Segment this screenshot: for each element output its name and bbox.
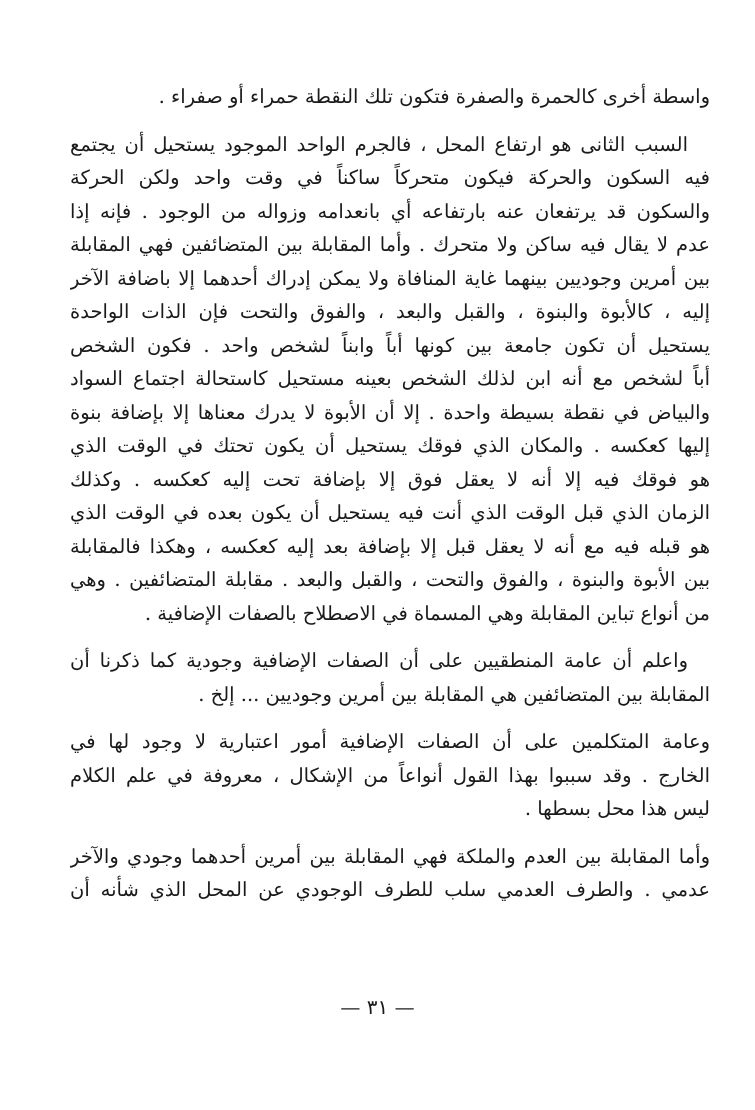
text-line: وعامة المتكلمين على أن الصفات الإضافية أمور اعتبارية لا وجود لها في bbox=[70, 730, 710, 753]
text-line: هو قبله فيه مع أنه لا يعقل قبل إلا بإضافة بعد إليه كعكسه ، وهكذا فالمقابلة bbox=[70, 534, 710, 558]
text-line: المقابلة بين المتضائفين هي المقابلة بين أمرين وجوديين ... إلخ . bbox=[198, 682, 710, 706]
paragraph-4 bbox=[70, 725, 710, 826]
text-line: إليه ، كالأبوة والبنوة ، والقبل والبعد ، والفوق والتحت فإن الذات الواحدة bbox=[70, 300, 710, 323]
text-line: وأما المقابلة بين العدم والملكة فهي المقابلة بين أمرين أحدهما وجودي والآخر bbox=[70, 844, 710, 868]
page-body bbox=[70, 80, 710, 921]
text-line: يستحيل أن تكون جامعة بين كونها أباً وابناً لشخص واحد . فكون الشخص bbox=[70, 333, 710, 357]
text-line: واسطة أخرى كالحمرة والصفرة فتكون تلك النقطة حمراء أو صفراء . bbox=[158, 85, 710, 108]
text-line: بين أمرين وجوديين بينهما غاية المنافاة ولا يمكن إدراك أحدهما إلا باضافة الآخر bbox=[70, 266, 710, 290]
text-line: هو فوقك فيه إلا أنه لا يعقل فوق إلا بإضافة تحت إليه كعكسه . وكذلك bbox=[70, 467, 710, 491]
text-line: والسكون قد يرتفعان عنه بارتفاعه أي بانعدامه وزواله من الوجود . فإنه إذا bbox=[70, 199, 710, 223]
text-line: والبياض في نقطة بسيطة واحدة . إلا أن الأبوة لا يدرك معناها إلا بإضافة بنوة bbox=[70, 400, 710, 424]
text-line: عدمي . والطرف العدمي سلب للطرف الوجودي عن المحل الذي شأنه أن bbox=[70, 878, 710, 901]
page-number: — ٣١ — bbox=[340, 995, 415, 1019]
text-line: عدم لا يقال فيه ساكن ولا متحرك . وأما المقابلة بين المتضائفين فهي المقابلة bbox=[70, 233, 710, 256]
text-line: أباً لشخص مع أنه ابن لذلك الشخص بعينه مستحيل كاستحالة اجتماع السواد bbox=[70, 367, 710, 390]
text-line: الزمان الذي قبل الوقت الذي أنت فيه يستحيل أن يكون بعده في الوقت الذي bbox=[70, 501, 710, 524]
text-line: السبب الثانى هو ارتفاع المحل ، فالجرم الواحد الموجود يستحيل أن يجتمع bbox=[70, 132, 688, 156]
text-line: بين الأبوة والبنوة ، والفوق والتحت ، والقبل والبعد . مقابلة المتضائفين . وهي bbox=[70, 568, 710, 591]
paragraph-3 bbox=[70, 644, 710, 711]
paragraph-2 bbox=[70, 128, 710, 631]
text-line: الخارج . وقد سببوا بهذا القول أنواعاً من الإشكال ، معروفة في علم الكلام bbox=[70, 763, 710, 787]
text-line: ليس هذا محل بسطها . bbox=[524, 797, 710, 820]
text-line: من أنواع تباين المقابلة وهي المسماة في الاصطلاح بالصفات الإضافية . bbox=[144, 601, 710, 625]
text-line: فيه السكون والحركة فيكون متحركاً ساكناً في وقت واحد ولكن الحركة bbox=[70, 166, 710, 189]
paragraph-1 bbox=[70, 80, 710, 114]
text-line: إليها كعكسه . والمكان الذي فوقك يستحيل أن يكون تحتك في الوقت الذي bbox=[70, 434, 710, 457]
paragraph-5 bbox=[70, 840, 710, 907]
text-line: واعلم أن عامة المنطقيين على أن الصفات الإضافية وجودية كما ذكرنا أن bbox=[70, 649, 688, 672]
